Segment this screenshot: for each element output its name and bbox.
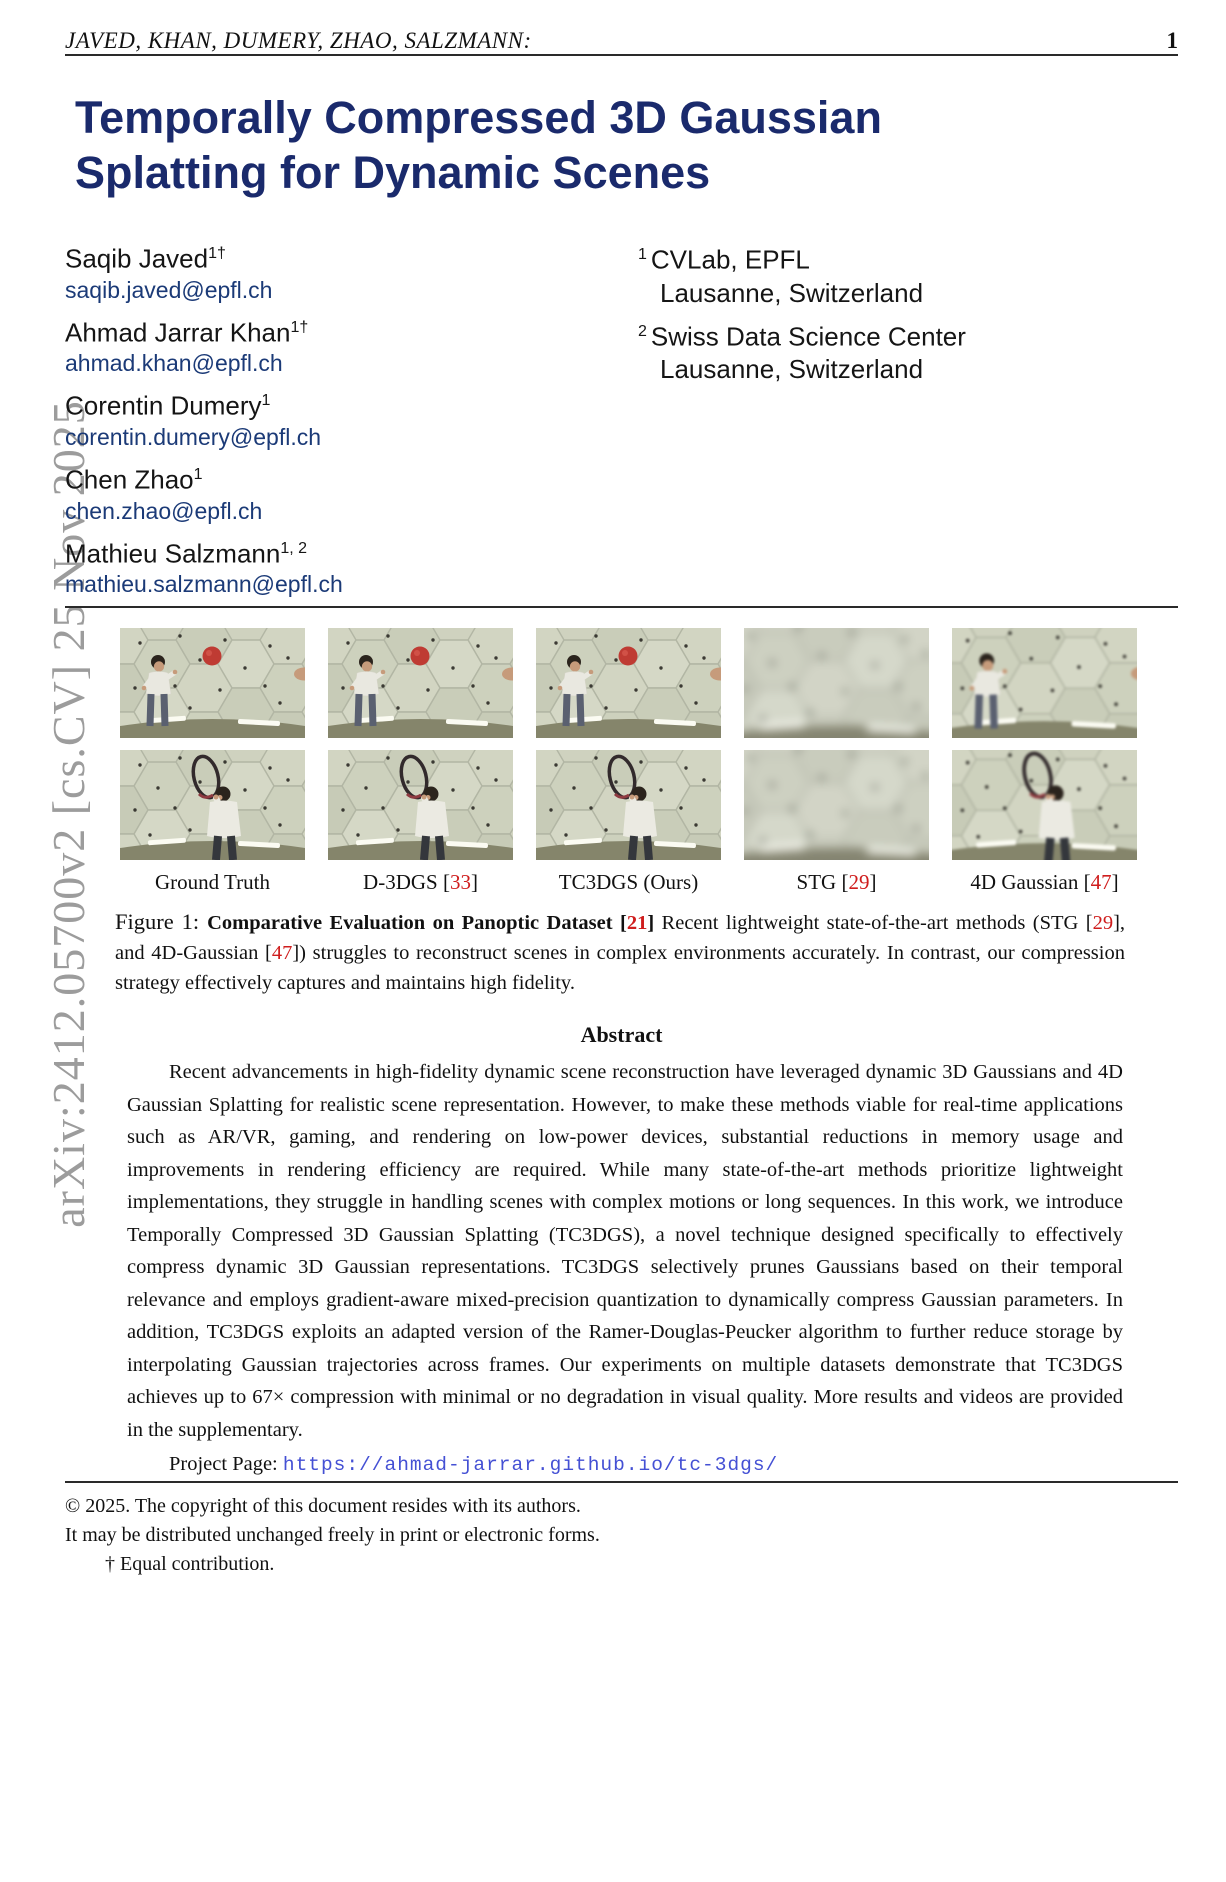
thumb-4dgaussian-racket: [952, 750, 1137, 860]
author-name: Chen Zhao$^1$: [65, 464, 203, 495]
author-sup: 1†: [208, 245, 226, 262]
project-page-label: Project Page:: [169, 1453, 283, 1476]
author-email-link[interactable]: ahmad.khan@epfl.ch: [65, 350, 283, 377]
title-line-1: Temporally Compressed 3D Gaussian: [75, 92, 882, 143]
section-rule: [65, 606, 1178, 608]
author-sup: 1: [261, 392, 271, 410]
header-rule: [65, 54, 1178, 56]
project-page-url-link[interactable]: https://ahmad-jarrar.github.io/tc-3dgs/: [282, 1454, 779, 1477]
page-number: 1: [1166, 28, 1178, 53]
citation-ref[interactable]: 21: [626, 912, 648, 935]
citation-ref[interactable]: 29: [1092, 912, 1114, 935]
citation-ref[interactable]: 47: [271, 942, 293, 965]
author-email-link[interactable]: mathieu.salzmann@epfl.ch: [65, 571, 343, 598]
author-sup: 1†: [290, 318, 309, 336]
label-tc3dgs: TC3DGS (Ours): [558, 870, 699, 895]
affiliation-entry: [638, 315, 1178, 387]
thumb-ground-truth-racket: [120, 750, 305, 860]
thumb-tc3dgs-ball: [536, 628, 721, 738]
author-name: Mathieu Salzmann$^{1, 2}$: [65, 538, 308, 569]
thumb-ground-truth-ball: [120, 628, 305, 738]
footer-rule: [65, 1481, 1178, 1483]
author-entry: [65, 533, 565, 600]
author-email-link[interactable]: chen.zhao@epfl.ch: [65, 497, 263, 524]
affiliation-entry: [638, 238, 1178, 310]
author-email-link[interactable]: corentin.dumery@epfl.ch: [65, 423, 322, 450]
paper-title: [75, 90, 1178, 200]
author-email-link[interactable]: saqib.javed@epfl.ch: [65, 276, 273, 303]
equal-contribution-note: † Equal contribution.: [105, 1553, 275, 1576]
affiliation-location: Lausanne, Switzerland: [660, 277, 924, 308]
abstract-text: Recent advancements in high-fidelity dynamic scene reconstruction have leveraged dynamic 3D Gaussians and 4D Gaussian Splatting for realistic scene representation. However, to make these methods viable for real-time applications such as AR/VR, gaming, and rendering on low-power devices, substantial reductions in memory usage and improvements in rendering efficiency are required. While many state-of-the-art methods prioritize lightweight implementations, they struggle in handling scenes with complex motions or long sequences. In this work, we introduce Temporally Compressed 3D Gaussian Splatting (TC3DGS), a novel technique designed specifically to effectively compress dynamic 3D Gaussian representations. TC3DGS selectively prunes Gaussians based on their temporal relevance and employs gradient-aware mixed-precision quantization to dynamically compress Gaussian parameters. In addition, TC3DGS exploits an adapted version of the Ramer-Douglas-Peucker algorithm to further reduce storage by interpolating Gaussian trajectories across frames. Our experiments on multiple datasets demonstrate that TC3DGS achieves up to 67× compression with minimal or no degradation in visual quality. More results and videos are provided in the supplementary.: [127, 1061, 1123, 1441]
title-line-2: Splatting for Dynamic Scenes: [75, 147, 711, 198]
abstract-heading: Abstract: [580, 1022, 663, 1048]
affiliation-name: $^2$ Swiss Data Science Center: [638, 321, 966, 352]
project-page-line: [127, 1448, 1123, 1481]
affiliation-name: $^1$ CVLab, EPFL: [638, 244, 810, 275]
affiliations-column: [638, 238, 1178, 606]
citation-ref[interactable]: 47: [1090, 870, 1112, 895]
citation-ref[interactable]: 29: [848, 870, 870, 895]
author-name: Corentin Dumery$^1$: [65, 390, 271, 421]
thumb-stg-ball: [744, 628, 929, 738]
arxiv-watermark: arXiv:2412.05700v2 [cs.CV] 25 Nov 2025: [43, 400, 94, 1228]
label-4dgaussian: 4D Gaussian [47]: [970, 870, 1119, 895]
citation-ref[interactable]: 33: [449, 870, 471, 895]
thumb-stg-racket: [744, 750, 929, 860]
affiliation-location: Lausanne, Switzerland: [660, 354, 924, 385]
figure-1-grid: [120, 628, 1178, 860]
thumb-d3dgs-ball: [328, 628, 513, 738]
figure-number: Figure 1:: [115, 909, 208, 935]
author-affiliation-section: [65, 238, 1178, 606]
author-entry: [65, 385, 565, 452]
running-head: JAVED, KHAN, DUMERY, ZHAO, SALZMANN:: [65, 28, 532, 53]
figure-column-labels: [120, 870, 1178, 895]
thumb-tc3dgs-racket: [536, 750, 721, 860]
paper-page: [0, 28, 1226, 1579]
authors-column: [65, 238, 565, 606]
author-sup: 1: [193, 465, 203, 483]
author-entry: [65, 312, 565, 379]
author-sup: 1, 2: [280, 539, 308, 557]
thumb-d3dgs-racket: [328, 750, 513, 860]
copyright-footer: [65, 1492, 1178, 1579]
copyright-line-2: It may be distributed unchanged freely in print or electronic forms.: [65, 1524, 600, 1547]
author-entry: [65, 238, 565, 305]
label-ground-truth: Ground Truth: [155, 870, 270, 895]
thumb-4dgaussian-ball: [952, 628, 1137, 738]
copyright-line-1: © 2025. The copyright of this document resides with its authors.: [65, 1495, 581, 1518]
label-d3dgs: D-3DGS [33]: [363, 870, 478, 895]
author-entry: [65, 459, 565, 526]
label-stg: STG [29]: [796, 870, 877, 895]
figure-1-caption: Figure 1: Comparative Evaluation on Panoptic Dataset [21] Recent lightweight state-of-the-art methods (STG [29], and 4D-Gaussian [47]) struggles to reconstruct scenes in complex environments accurately. In contrast, our compression strategy effectively captures and maintains high fidelity.: [115, 909, 1126, 995]
page-header: [65, 28, 1178, 54]
author-name: Ahmad Jarrar Khan$^{1\dagger}$: [65, 317, 309, 348]
author-name: Saqib Javed$^{1\dagger}$: [65, 243, 226, 274]
